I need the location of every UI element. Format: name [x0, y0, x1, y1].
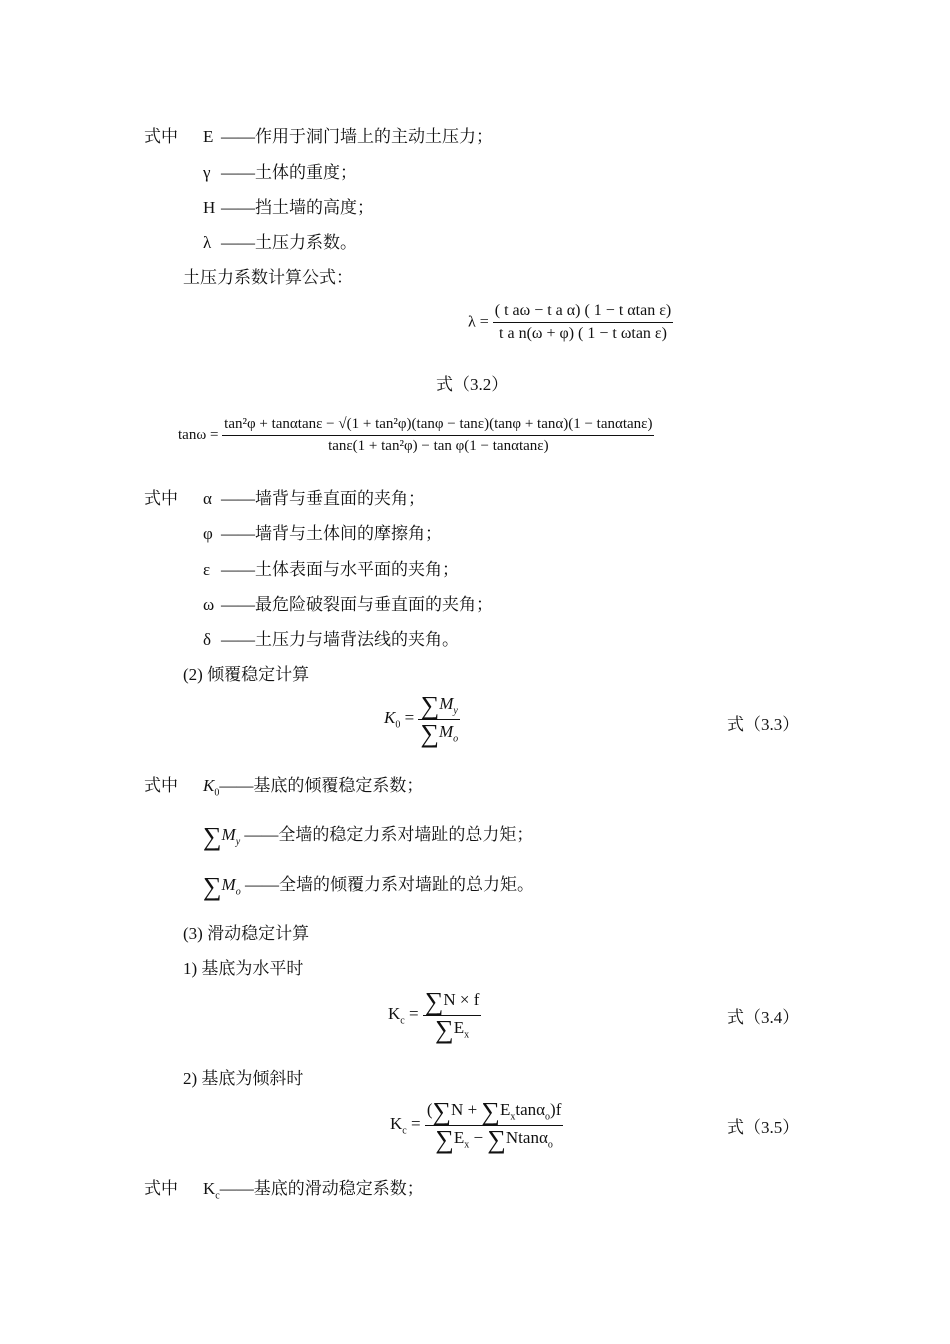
def-delta-text: ——土压力与墙背法线的夹角。 — [221, 630, 459, 649]
subsection-1-heading: 1) 基底为水平时 — [183, 959, 304, 978]
def-epsilon-text: ——土体表面与水平面的夹角； — [221, 560, 459, 579]
tan-omega-formula — [178, 416, 654, 455]
def-mo: $\sum M_o$ ——全墙的倾覆力系对墙趾的总力矩。 — [203, 872, 534, 901]
kc-horizontal-formula: $K_c$ = $\frac{\sum N \times f}{\sum E_x}$ — [388, 987, 480, 1044]
def-epsilon-symbol: ε — [203, 560, 211, 579]
def-omega — [203, 594, 493, 616]
def-lambda — [203, 232, 357, 254]
def-h-text: ——挡土墙的高度； — [221, 198, 374, 217]
def-alpha-text: ——墙背与垂直面的夹角； — [221, 489, 425, 508]
tan-omega-fraction — [222, 416, 654, 455]
def-lambda-symbol: λ — [203, 233, 212, 252]
tan-omega-numerator: tan²φ + tanαtanε − √(1 + tan²φ)(tanφ − tanε)(tanφ + tanα)(1 − tanαtanε) — [222, 416, 654, 436]
def-delta-symbol: δ — [203, 630, 212, 649]
kc-inclined-fraction: $\frac{(\sum N + \sum E_x\tan\alpha_o)f}{\sum E_x - \sum Ntan\alpha_o}$ — [426, 1097, 562, 1154]
def-alpha — [203, 488, 425, 510]
kc-inclined-formula: $K_c$ = $\frac{(\sum N + \sum E_x\tan\alpha_o)f}{\sum E_x - \sum Ntan\alpha_o}$ — [390, 1097, 562, 1154]
lambda-fraction — [493, 302, 673, 343]
eq32-label: 式（3.2） — [436, 375, 509, 394]
lambda-denominator: t a n(ω + φ) ( 1 − t ωtan ε) — [499, 325, 667, 342]
def-gamma-symbol: γ — [203, 163, 211, 182]
def-e-text: ——作用于洞门墙上的主动土压力； — [221, 127, 493, 146]
lambda-lhs: λ = — [468, 313, 489, 331]
def-h-symbol: H — [203, 198, 216, 217]
where-label-1: 式中 — [144, 127, 178, 146]
section-3-heading: (3) 滑动稳定计算 — [183, 924, 310, 943]
def-phi-symbol: φ — [203, 524, 213, 543]
def-delta — [203, 629, 459, 651]
def-phi-text: ——墙背与土体间的摩擦角； — [221, 524, 442, 543]
lambda-formula — [468, 302, 673, 343]
tan-omega-lhs: tanω = — [178, 427, 219, 443]
eq34-label: 式（3.4） — [727, 1008, 800, 1027]
subsection-2-heading: 2) 基底为倾斜时 — [183, 1069, 304, 1088]
k0-fraction: $\frac{\sum M_y}{\sum M_o}$ — [420, 691, 459, 748]
where-label-3: 式中 — [144, 776, 178, 795]
def-my: $\sum M_y$ ——全墙的稳定力系对墙趾的总力矩； — [203, 822, 534, 851]
eq35-label: 式（3.5） — [727, 1118, 800, 1137]
def-phi — [203, 523, 442, 545]
def-epsilon — [203, 559, 459, 581]
lambda-numerator: ( t aω − t a α) ( 1 − t αtan ε) — [493, 302, 673, 323]
def-mo-text: ——全墙的倾覆力系对墙趾的总力矩。 — [244, 875, 534, 894]
def-kc-text: ——基底的滑动稳定系数； — [219, 1179, 424, 1198]
def-h — [203, 197, 374, 219]
section-2-heading: (2) 倾覆稳定计算 — [183, 665, 310, 684]
def-k0: $K_0——$基底的倾覆稳定系数； — [203, 776, 424, 799]
where-label-4: 式中 — [144, 1179, 178, 1198]
def-lambda-text: ——土压力系数。 — [221, 233, 357, 252]
def-k0-text: ——基底的倾覆稳定系数； — [219, 776, 424, 795]
def-kc: $K_c——$基底的滑动稳定系数； — [203, 1179, 424, 1202]
k0-formula: $K_0$ = $\frac{\sum M_y}{\sum M_o}$ — [384, 691, 459, 748]
def-gamma — [203, 162, 357, 184]
def-omega-text: ——最危险破裂面与垂直面的夹角； — [221, 595, 493, 614]
kc-horizontal-fraction: $\frac{\sum N \times f}{\sum E_x}$ — [424, 987, 480, 1044]
tan-omega-denominator: tanε(1 + tan²φ) − tan φ(1 − tanαtanε) — [328, 438, 549, 454]
def-alpha-symbol: α — [203, 489, 212, 508]
def-e-symbol: E — [203, 127, 214, 146]
lambda-heading: 土压力系数计算公式： — [183, 268, 353, 287]
where-label-2: 式中 — [144, 489, 178, 508]
def-e — [203, 126, 493, 148]
def-gamma-text: ——土体的重度； — [221, 163, 357, 182]
def-my-text: ——全墙的稳定力系对墙趾的总力矩； — [244, 825, 534, 844]
eq33-label: 式（3.3） — [727, 715, 800, 734]
def-omega-symbol: ω — [203, 595, 215, 614]
